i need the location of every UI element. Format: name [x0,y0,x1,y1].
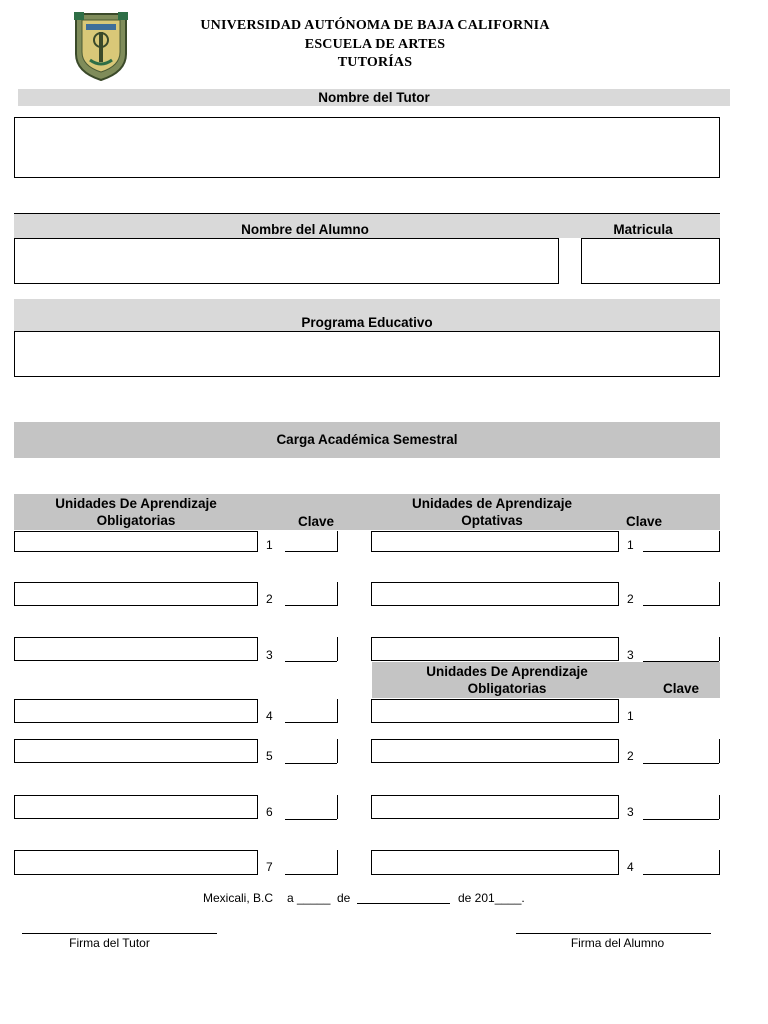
row-number: 1 [627,538,634,552]
mandatory-unit-field-right[interactable] [371,795,619,819]
optional-unit-field[interactable] [371,637,619,661]
student-label: Nombre del Alumno [241,222,369,237]
mandatory-unit-field[interactable] [14,582,258,606]
university-name: UNIVERSIDAD AUTÓNOMA DE BAJA CALIFORNIA [200,18,550,33]
row-number: 1 [627,709,634,723]
tutor-signature-line[interactable] [22,933,217,934]
mandatory-units-header-1: Unidades De Aprendizaje [55,496,217,511]
day-field[interactable]: a _____ [287,891,331,905]
row-number: 1 [266,538,273,552]
mandatory-units-header-right-1: Unidades De Aprendizaje [426,664,588,679]
clave-field[interactable] [643,551,719,552]
program-label: Programa Educativo [301,315,433,330]
clave-field[interactable] [643,819,719,820]
optional-units-header-2: Optativas [461,513,523,528]
row-number: 7 [266,860,273,874]
row-number: 5 [266,749,273,763]
clave-field[interactable] [643,763,719,764]
mandatory-unit-field-right[interactable] [371,739,619,763]
department-name: TUTORÍAS [337,55,413,70]
mandatory-unit-field[interactable] [14,850,258,875]
row-number: 3 [266,648,273,662]
clave-field[interactable] [285,551,337,552]
university-logo [72,10,130,82]
tutor-signature-label: Firma del Tutor [69,936,150,950]
program-field[interactable] [14,331,720,377]
clave-field[interactable] [285,605,337,606]
mandatory-units-header-right-2: Obligatorias [467,681,547,696]
row-number: 3 [627,805,634,819]
row-number: 4 [266,709,273,723]
row-number: 6 [266,805,273,819]
student-signature-label: Firma del Alumno [570,936,665,950]
clave-field[interactable] [285,819,337,820]
clave-field[interactable] [285,661,337,662]
mandatory-unit-field[interactable] [14,699,258,723]
row-number: 4 [627,860,634,874]
optional-unit-field[interactable] [371,531,619,552]
clave-field[interactable] [285,874,337,875]
de-label: de [337,891,351,905]
clave-field[interactable] [643,874,719,875]
academic-load-label: Carga Académica Semestral [276,432,458,447]
school-name: ESCUELA DE ARTES [304,37,446,52]
optional-units-header-1: Unidades de Aprendizaje [411,496,573,511]
clave-field[interactable] [643,605,719,606]
matricula-field[interactable] [581,238,720,284]
tutor-label: Nombre del Tutor [318,90,430,105]
mandatory-unit-field-right[interactable] [371,699,619,723]
row-number: 2 [266,592,273,606]
matricula-label: Matricula [613,222,673,237]
mandatory-unit-field[interactable] [14,739,258,763]
month-field[interactable] [357,903,450,904]
mandatory-unit-field-right[interactable] [371,850,619,875]
student-signature-line[interactable] [516,933,711,934]
mandatory-unit-field[interactable] [14,795,258,819]
row-number: 2 [627,749,634,763]
year-field[interactable]: de 201____. [458,891,525,905]
clave-header-right-2: Clave [662,681,700,696]
optional-unit-field[interactable] [371,582,619,606]
clave-field[interactable] [285,722,337,723]
row-number: 3 [627,648,634,662]
clave-field[interactable] [285,763,337,764]
mandatory-unit-field[interactable] [14,531,258,552]
row-number: 2 [627,592,634,606]
mandatory-unit-field[interactable] [14,637,258,661]
clave-header-left: Clave [297,514,335,529]
mandatory-units-header-2: Obligatorias [96,513,176,528]
tutor-name-field[interactable] [14,117,720,178]
place-label: Mexicali, B.C [203,891,274,905]
student-name-field[interactable] [14,238,559,284]
clave-header-right: Clave [625,514,663,529]
